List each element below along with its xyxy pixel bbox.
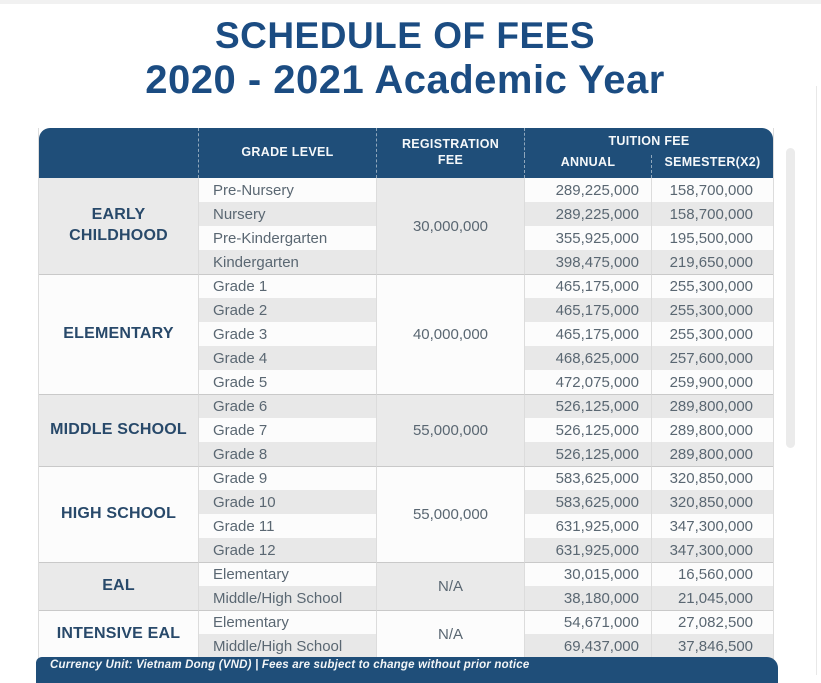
- registration-fee-cell: N/A: [376, 610, 524, 658]
- page-title: [0, 14, 810, 102]
- semester-fee-cell: 257,600,000: [651, 346, 773, 370]
- table-row: [39, 466, 773, 490]
- annual-fee-cell: 465,175,000: [524, 298, 651, 322]
- annual-fee-cell: 468,625,000: [524, 346, 651, 370]
- semester-fee-cell: 158,700,000: [651, 202, 773, 226]
- grade-cell: Nursery: [198, 202, 376, 226]
- grade-cell: Grade 10: [198, 490, 376, 514]
- annual-fee-cell: 465,175,000: [524, 274, 651, 298]
- grade-cell: Grade 6: [198, 394, 376, 418]
- grade-cell: Pre-Nursery: [198, 178, 376, 202]
- grade-cell: Kindergarten: [198, 250, 376, 274]
- category-cell: HIGH SCHOOL: [39, 466, 198, 562]
- annual-fee-cell: 69,437,000: [524, 634, 651, 658]
- registration-fee-cell: 30,000,000: [376, 178, 524, 274]
- semester-fee-cell: 320,850,000: [651, 466, 773, 490]
- semester-fee-cell: 195,500,000: [651, 226, 773, 250]
- header-registration-fee: REGISTRATION FEE: [376, 128, 524, 178]
- table-body: [39, 178, 773, 658]
- annual-fee-cell: 583,625,000: [524, 490, 651, 514]
- annual-fee-cell: 398,475,000: [524, 250, 651, 274]
- category-cell: MIDDLE SCHOOL: [39, 394, 198, 466]
- table-row: [39, 394, 773, 418]
- semester-fee-cell: 289,800,000: [651, 442, 773, 466]
- semester-fee-cell: 27,082,500: [651, 610, 773, 634]
- grade-cell: Middle/High School: [198, 634, 376, 658]
- grade-cell: Elementary: [198, 562, 376, 586]
- annual-fee-cell: 289,225,000: [524, 202, 651, 226]
- header-category-blank: [39, 128, 198, 178]
- table-row: [39, 274, 773, 298]
- annual-fee-cell: 631,925,000: [524, 514, 651, 538]
- annual-fee-cell: 465,175,000: [524, 322, 651, 346]
- registration-fee-cell: 55,000,000: [376, 466, 524, 562]
- grade-cell: Grade 8: [198, 442, 376, 466]
- title-line-1: SCHEDULE OF FEES: [214, 15, 596, 56]
- fees-table-container: [38, 128, 772, 659]
- grade-cell: Grade 3: [198, 322, 376, 346]
- semester-fee-cell: 320,850,000: [651, 490, 773, 514]
- header-tuition-fee: TUITION FEE: [524, 128, 773, 155]
- annual-fee-cell: 526,125,000: [524, 442, 651, 466]
- header-semester: SEMESTER(X2): [651, 155, 773, 178]
- semester-fee-cell: 347,300,000: [651, 538, 773, 562]
- semester-fee-cell: 255,300,000: [651, 298, 773, 322]
- grade-cell: Grade 12: [198, 538, 376, 562]
- annual-fee-cell: 355,925,000: [524, 226, 651, 250]
- table-row: [39, 562, 773, 586]
- annual-fee-cell: 526,125,000: [524, 418, 651, 442]
- footer-note: Currency Unit: Vietnam Dong (VND) | Fees are subject to change without prior notice: [50, 659, 530, 671]
- grade-cell: Middle/High School: [198, 586, 376, 610]
- page-edge-line: [816, 86, 817, 675]
- semester-fee-cell: 158,700,000: [651, 178, 773, 202]
- semester-fee-cell: 255,300,000: [651, 274, 773, 298]
- annual-fee-cell: 472,075,000: [524, 370, 651, 394]
- registration-fee-cell: N/A: [376, 562, 524, 610]
- grade-cell: Grade 1: [198, 274, 376, 298]
- header-annual: ANNUAL: [524, 155, 651, 178]
- grade-cell: Grade 5: [198, 370, 376, 394]
- fees-table: [38, 128, 774, 659]
- annual-fee-cell: 583,625,000: [524, 466, 651, 490]
- annual-fee-cell: 30,015,000: [524, 562, 651, 586]
- grade-cell: Grade 9: [198, 466, 376, 490]
- annual-fee-cell: 526,125,000: [524, 394, 651, 418]
- table-row: [39, 610, 773, 634]
- footer-bar: [36, 657, 778, 683]
- semester-fee-cell: 37,846,500: [651, 634, 773, 658]
- semester-fee-cell: 289,800,000: [651, 418, 773, 442]
- annual-fee-cell: 38,180,000: [524, 586, 651, 610]
- semester-fee-cell: 21,045,000: [651, 586, 773, 610]
- grade-cell: Pre-Kindergarten: [198, 226, 376, 250]
- grade-cell: Grade 7: [198, 418, 376, 442]
- semester-fee-cell: 219,650,000: [651, 250, 773, 274]
- category-cell: INTENSIVE EAL: [39, 610, 198, 658]
- registration-fee-cell: 55,000,000: [376, 394, 524, 466]
- grade-cell: Elementary: [198, 610, 376, 634]
- annual-fee-cell: 54,671,000: [524, 610, 651, 634]
- semester-fee-cell: 255,300,000: [651, 322, 773, 346]
- scrollbar-thumb[interactable]: [786, 148, 795, 448]
- title-line-2: 2020 - 2021 Academic Year: [145, 58, 665, 102]
- registration-fee-cell: 40,000,000: [376, 274, 524, 394]
- grade-cell: Grade 11: [198, 514, 376, 538]
- grade-cell: Grade 4: [198, 346, 376, 370]
- table-header: [39, 128, 773, 178]
- annual-fee-cell: 631,925,000: [524, 538, 651, 562]
- category-cell: EAL: [39, 562, 198, 610]
- header-grade-level: GRADE LEVEL: [198, 128, 376, 178]
- grade-cell: Grade 2: [198, 298, 376, 322]
- semester-fee-cell: 347,300,000: [651, 514, 773, 538]
- category-cell: EARLY CHILDHOOD: [39, 178, 198, 274]
- category-cell: ELEMENTARY: [39, 274, 198, 394]
- scan-top-edge: [0, 0, 821, 4]
- annual-fee-cell: 289,225,000: [524, 178, 651, 202]
- semester-fee-cell: 289,800,000: [651, 394, 773, 418]
- table-row: [39, 178, 773, 202]
- semester-fee-cell: 16,560,000: [651, 562, 773, 586]
- semester-fee-cell: 259,900,000: [651, 370, 773, 394]
